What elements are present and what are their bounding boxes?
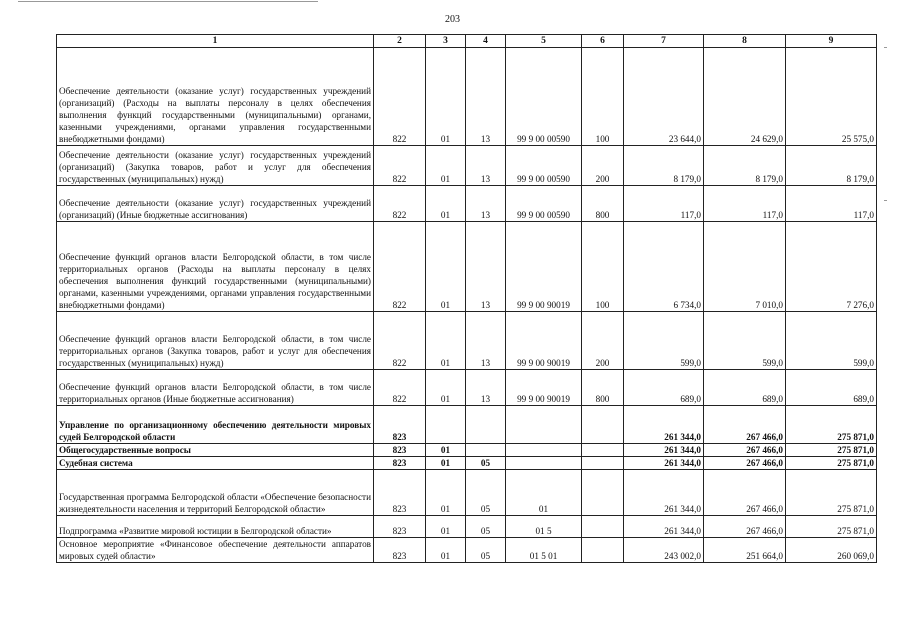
row-year2: 251 664,0 (704, 538, 786, 563)
row-year3: 275 871,0 (786, 444, 877, 457)
row-year1: 23 644,0 (624, 48, 704, 146)
row-name: Обеспечение функций органов власти Белгородской области, в том числе территориальных органов (Расходы на выплаты персоналу в целях обеспечения выполнения функций государственными (муниципальными) органами, казенными учреждениями, органами управления государственными внебюджетными фондами) (57, 222, 374, 312)
table-row (57, 312, 877, 370)
col-header-vr: 6 (582, 35, 624, 48)
row-pr: 13 (466, 146, 506, 186)
row-vr (582, 516, 624, 538)
row-pr: 05 (466, 516, 506, 538)
table-row (57, 470, 877, 516)
row-vr (582, 470, 624, 516)
table-row (57, 516, 877, 538)
row-year1: 117,0 (624, 186, 704, 222)
table-row (57, 222, 877, 312)
row-vr (582, 406, 624, 444)
row-ved: 823 (374, 457, 426, 470)
row-name: Обеспечение деятельности (оказание услуг) государственных учреждений (организаций) (Расходы на выплаты персоналу в целях обеспечения выполнения функций государственными (муниципальными) органами, казенными учреждениями, органами управления государственными внебюджетными фондами) (57, 48, 374, 146)
row-ved: 822 (374, 370, 426, 406)
scan-speck (884, 47, 887, 48)
row-pr (466, 444, 506, 457)
row-vr (582, 457, 624, 470)
row-vr: 100 (582, 48, 624, 146)
row-year3: 25 575,0 (786, 48, 877, 146)
row-csr: 99 9 00 90019 (506, 222, 582, 312)
col-header-csr: 5 (506, 35, 582, 48)
row-ved: 823 (374, 470, 426, 516)
row-rz: 01 (426, 457, 466, 470)
row-ved: 822 (374, 48, 426, 146)
budget-table (56, 34, 877, 563)
row-year2: 8 179,0 (704, 146, 786, 186)
row-csr: 01 5 01 (506, 538, 582, 563)
row-ved: 823 (374, 444, 426, 457)
row-year3: 260 069,0 (786, 538, 877, 563)
row-year2: 267 466,0 (704, 470, 786, 516)
row-vr (582, 444, 624, 457)
row-year1: 261 344,0 (624, 457, 704, 470)
col-header-rz: 3 (426, 35, 466, 48)
table-row (57, 48, 877, 146)
row-year2: 267 466,0 (704, 516, 786, 538)
row-year3: 8 179,0 (786, 146, 877, 186)
row-year2: 267 466,0 (704, 444, 786, 457)
row-csr (506, 444, 582, 457)
scan-speck (884, 200, 887, 201)
row-year3: 599,0 (786, 312, 877, 370)
scan-edge-line (18, 1, 318, 2)
row-year1: 261 344,0 (624, 406, 704, 444)
table-row (57, 186, 877, 222)
row-rz: 01 (426, 444, 466, 457)
row-year3: 275 871,0 (786, 470, 877, 516)
row-year2: 689,0 (704, 370, 786, 406)
row-pr: 13 (466, 186, 506, 222)
table-row (57, 146, 877, 186)
row-year2: 7 010,0 (704, 222, 786, 312)
row-year3: 117,0 (786, 186, 877, 222)
row-csr (506, 406, 582, 444)
row-rz: 01 (426, 312, 466, 370)
row-name: Государственная программа Белгородской области «Обеспечение безопасности жизнедеятельности населения и территорий Белгородской области» (57, 470, 374, 516)
col-header-name: 1 (57, 35, 374, 48)
row-year1: 6 734,0 (624, 222, 704, 312)
row-name: Основное мероприятие «Финансовое обеспечение деятельности аппаратов мировых судей области» (57, 538, 374, 563)
row-rz: 01 (426, 538, 466, 563)
row-vr: 800 (582, 186, 624, 222)
row-csr (506, 457, 582, 470)
row-ved: 823 (374, 538, 426, 563)
col-header-year1: 7 (624, 35, 704, 48)
row-year2: 599,0 (704, 312, 786, 370)
row-rz: 01 (426, 146, 466, 186)
row-vr: 200 (582, 146, 624, 186)
row-ved: 822 (374, 222, 426, 312)
row-ved: 822 (374, 146, 426, 186)
row-year1: 243 002,0 (624, 538, 704, 563)
row-year3: 275 871,0 (786, 516, 877, 538)
row-year2: 24 629,0 (704, 48, 786, 146)
row-csr: 01 (506, 470, 582, 516)
row-pr: 05 (466, 457, 506, 470)
row-rz: 01 (426, 470, 466, 516)
row-year1: 689,0 (624, 370, 704, 406)
row-year1: 599,0 (624, 312, 704, 370)
row-pr: 05 (466, 538, 506, 563)
row-pr: 13 (466, 222, 506, 312)
row-year1: 261 344,0 (624, 444, 704, 457)
col-header-ved: 2 (374, 35, 426, 48)
row-name: Общегосударственные вопросы (57, 444, 374, 457)
row-rz: 01 (426, 222, 466, 312)
row-name: Судебная система (57, 457, 374, 470)
row-pr: 13 (466, 370, 506, 406)
row-year3: 7 276,0 (786, 222, 877, 312)
row-csr: 99 9 00 00590 (506, 146, 582, 186)
table-row (57, 538, 877, 563)
row-name: Обеспечение функций органов власти Белгородской области, в том числе территориальных органов (Закупка товаров, работ и услуг для обеспечения государственных (муниципальных) нужд) (57, 312, 374, 370)
row-pr (466, 406, 506, 444)
row-year1: 261 344,0 (624, 470, 704, 516)
row-name: Обеспечение деятельности (оказание услуг) государственных учреждений (организаций) (Закупка товаров, работ и услуг для обеспечения государственных (муниципальных) нужд) (57, 146, 374, 186)
row-year3: 689,0 (786, 370, 877, 406)
row-vr: 800 (582, 370, 624, 406)
row-year1: 8 179,0 (624, 146, 704, 186)
row-ved: 823 (374, 516, 426, 538)
table-row (57, 457, 877, 470)
row-year2: 117,0 (704, 186, 786, 222)
row-name: Управление по организационному обеспечению деятельности мировых судей Белгородской области (57, 406, 374, 444)
row-ved: 823 (374, 406, 426, 444)
row-pr: 13 (466, 312, 506, 370)
row-csr: 99 9 00 90019 (506, 312, 582, 370)
row-vr: 200 (582, 312, 624, 370)
row-csr: 99 9 00 00590 (506, 48, 582, 146)
row-ved: 822 (374, 312, 426, 370)
row-year2: 267 466,0 (704, 457, 786, 470)
row-name: Подпрограмма «Развитие мировой юстиции в Белгородской области» (57, 516, 374, 538)
row-csr: 99 9 00 90019 (506, 370, 582, 406)
row-ved: 822 (374, 186, 426, 222)
row-year3: 275 871,0 (786, 406, 877, 444)
row-vr: 100 (582, 222, 624, 312)
table-header-row (57, 35, 877, 48)
row-name: Обеспечение функций органов власти Белгородской области, в том числе территориальных органов (Иные бюджетные ассигнования) (57, 370, 374, 406)
row-rz: 01 (426, 370, 466, 406)
row-year3: 275 871,0 (786, 457, 877, 470)
row-rz: 01 (426, 516, 466, 538)
row-rz: 01 (426, 186, 466, 222)
row-pr: 13 (466, 48, 506, 146)
col-header-pr: 4 (466, 35, 506, 48)
row-year1: 261 344,0 (624, 516, 704, 538)
row-vr (582, 538, 624, 563)
row-name: Обеспечение деятельности (оказание услуг) государственных учреждений (организаций) (Иные бюджетные ассигнования) (57, 186, 374, 222)
row-year2: 267 466,0 (704, 406, 786, 444)
row-csr: 99 9 00 00590 (506, 186, 582, 222)
row-rz (426, 406, 466, 444)
table-row (57, 370, 877, 406)
table-row (57, 406, 877, 444)
page-number: 203 (445, 14, 460, 25)
row-csr: 01 5 (506, 516, 582, 538)
row-rz: 01 (426, 48, 466, 146)
col-header-year2: 8 (704, 35, 786, 48)
col-header-year3: 9 (786, 35, 877, 48)
table-row (57, 444, 877, 457)
row-pr: 05 (466, 470, 506, 516)
